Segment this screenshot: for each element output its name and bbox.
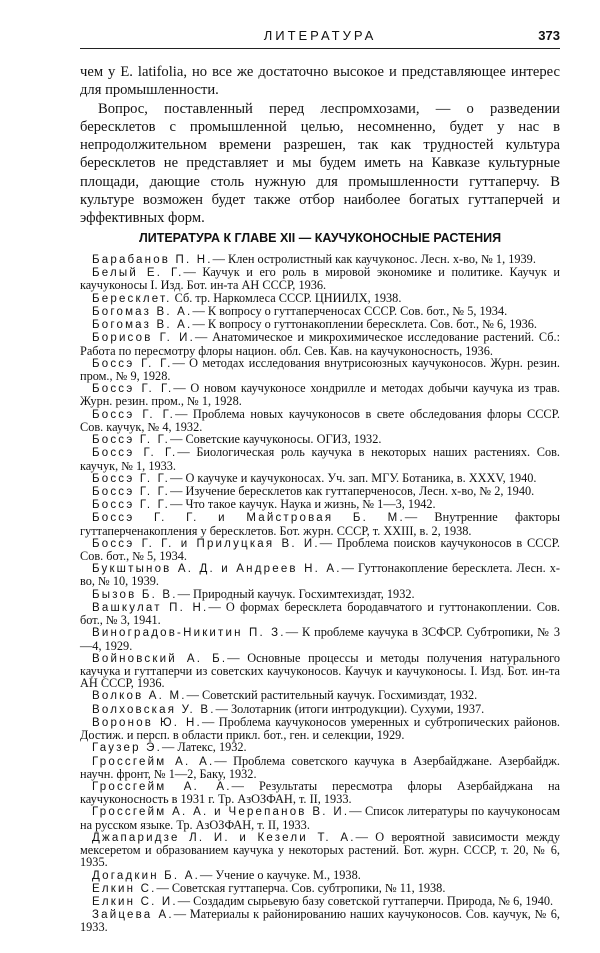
reference-author: Виноградов-Никитин П. З.: [92, 627, 286, 640]
reference-author: Барабанов П. Н.: [92, 254, 213, 266]
reference-author: Бызов Б. В.: [92, 588, 178, 601]
reference-text: — О формах бересклета бородавчатого и гуттонакоплении. Сов. бот., № 3, 1941.: [80, 599, 560, 628]
reference-text: — Природный каучук. Госхимтехиздат, 1932.: [177, 586, 415, 601]
reference-text: — О вероятной зависимости между мексеретом и образованием каучука у некоторых растений. Бот. журн. СССР, т. 20, № 6, 1935.: [80, 829, 560, 870]
reference-author: Елкин С.: [92, 882, 157, 895]
reference-author: Боссэ Г. Г.: [92, 499, 171, 512]
reference-text: — Материалы к районированию наших каучуконосов. Сов. каучук, № 6, 1933.: [80, 907, 560, 935]
reference-entry: [80, 562, 560, 587]
reference-author: Гроссгейм А. А.: [92, 780, 232, 793]
reference-author: Вашкулат П. Н.: [92, 601, 209, 614]
section-title: ЛИТЕРАТУРА К ГЛАВЕ XII — КАУЧУКОНОСНЫЕ РАСТЕНИЯ: [138, 231, 502, 245]
reference-entry: [80, 908, 560, 933]
reference-text: — Учение о каучуке. М., 1938.: [199, 867, 361, 882]
reference-text: — Проблема новых каучуконосов в свете обследования флоры СССР. Сов. каучук, № 4, 1932.: [80, 406, 560, 434]
reference-text: — К вопросу о гуттаперченосах СССР. Сов. бот., № 5, 1934.: [192, 303, 508, 318]
reference-entry: [80, 626, 560, 651]
reference-author: Джапаридзе Л. И. и Кезели Т. А.: [92, 831, 356, 844]
reference-text: — Золотарник (итоги интродукции). Сухуми, 1937.: [215, 701, 485, 716]
reference-text: — Список литературы по каучуконосам на русском языке. Тр. АзОЗФАН, т. II, 1933.: [80, 804, 560, 832]
reference-author: Зайцева А.: [92, 909, 174, 922]
reference-text: — О новом каучуконосе хондрилле и методах добычи каучука из трав. Журн. резин. пром., № 1, 1928.: [80, 381, 560, 409]
reference-list: [80, 253, 560, 934]
reference-author: Боссэ Г. Г.: [92, 434, 171, 447]
reference-author: Боссэ Г. Г.: [92, 408, 176, 421]
paragraph: чем у E. latifolia, но все же достаточно высокое и представляющее интерес для промышленности.: [80, 64, 560, 99]
reference-text: — Советские каучуконосы. ОГИЗ, 1932.: [170, 432, 382, 447]
reference-author: Боссэ Г. Г.: [92, 472, 171, 485]
reference-entry: [80, 805, 560, 830]
reference-text: — Советский растительный каучук. Госхимиздат, 1932.: [186, 688, 478, 703]
reference-author: Волков А. М.: [92, 690, 187, 703]
reference-text: — Советская гуттаперча. Сов. субтропики, № 11, 1938.: [156, 880, 446, 895]
reference-entry: [80, 446, 560, 471]
reference-text: — Внутренние факторы гуттаперченакопления у бересклетов. Бот. журн. СССР, т. XXIII, в. 2, 1938.: [80, 510, 560, 538]
reference-author: Елкин С. И.: [92, 895, 178, 908]
reference-author: Боссэ Г. Г.: [92, 357, 173, 370]
body-text: [80, 63, 560, 228]
reference-entry: [80, 408, 560, 433]
reference-entry: [80, 357, 560, 382]
reference-text: — Гуттонакопление бересклета. Лесн. х-во, № 10, 1939.: [80, 561, 561, 589]
reference-text: — О методах исследования внутрисоюзных каучуконосов. Журн. резин. пром., № 9, 1928.: [80, 355, 560, 383]
reference-author: Гаузер Э.: [92, 742, 162, 755]
reference-text: — Основные процессы и методы получения натурального каучука и гуттаперчи из советских каучуконосов. Каучук и каучуконосы. I. Изд. Бот. ин-та АН СССР, 1936.: [80, 650, 560, 691]
reference-text: Сб. тр. Наркомлеса СССР. ЦНИИЛХ, 1938.: [171, 290, 402, 305]
reference-text: — Что такое каучук. Наука и жизнь, № 1—3, 1942.: [170, 497, 436, 512]
reference-entry: [80, 331, 560, 356]
reference-author: Боссэ Г. Г.: [92, 447, 178, 460]
page-number: 373: [538, 28, 560, 43]
reference-author: Гроссгейм А. А.: [92, 755, 215, 768]
reference-text: — Латекс, 1932.: [162, 740, 247, 755]
reference-author: Войновский А. Б.: [92, 652, 228, 665]
reference-entry: [80, 266, 560, 291]
reference-author: Богомаз В. А.: [92, 319, 193, 332]
reference-author: Боссэ Г. Г. и Прилуцкая В. И.: [92, 537, 320, 550]
reference-text: — О каучуке и каучуконосах. Уч. зап. МГУ. Ботаника, в. XXXV, 1940.: [170, 470, 537, 485]
reference-author: Богомаз В. А.: [92, 305, 193, 318]
reference-entry: [80, 780, 560, 805]
reference-text: — Анатомическое и микрохимическое исследование растений. Сб.: Работа по пересмотру флоры национ. обл. Сев. Кав. на каучуконосность, 1936.: [80, 330, 560, 358]
reference-entry: [80, 511, 560, 536]
reference-author: Боссэ Г. Г.: [92, 485, 171, 498]
reference-text: — Каучук и его роль в мировой экономике и политике. Каучук и каучуконосы I. Изд. Бот. ин-та АН СССР, 1936.: [80, 265, 560, 293]
reference-entry: [80, 537, 560, 562]
reference-text: — Проблема советского каучука в Азербайджане. Азербайдж. научн. фронт, № 1—2, Баку, 1932.: [80, 753, 560, 781]
reference-author: Белый Е. Г.: [92, 267, 184, 280]
reference-author: Гроссгейм А. А. и Черепанов В. И.: [92, 806, 350, 819]
reference-author: Волховская У. В.: [92, 703, 216, 716]
reference-entry: [80, 755, 560, 780]
reference-author: Воронов Ю. Н.: [92, 716, 202, 729]
reference-text: — К вопросу о гуттонакоплении бересклета. Сов. бот., № 6, 1936.: [192, 317, 537, 332]
running-title: ЛИТЕРАТУРА: [263, 28, 377, 43]
reference-text: — Создадим сырьевую базу советской гуттаперчи. Природа, № 6, 1940.: [177, 893, 554, 908]
reference-text: — К проблеме каучука в ЗСФСР. Субтропики, № 3—4, 1929.: [80, 625, 561, 653]
reference-text: — Проблема каучуконосов умеренных и субтропических районов. Достиж. и персп. в области прикл. бот., ген. и селекции, 1929.: [80, 714, 560, 743]
paragraph: Вопрос, поставленный перед леспромхозами, — о разведении бересклетов с промышленной целью, несомненно, будет у нас в непродолжительном времени разрешен, так как трудностей культура бересклетов не представляет и мы будем иметь на Кавказе культурные площади, дающие столь нужную для промышленности гуттаперчу. В культуре возможен будет также отбор наиболее богатых гуттаперчей и эффективных форм.: [80, 100, 560, 227]
reference-text: — Клен остролистный как каучуконос. Лесн. х-во, № 1, 1939.: [212, 252, 536, 266]
reference-entry: [80, 601, 560, 626]
reference-author: Букштынов А. Д. и Андреев Н. А.: [92, 563, 342, 576]
reference-author: Борисов Г. И.: [92, 332, 196, 345]
reference-author: Догадкин Б. А.: [92, 869, 200, 882]
running-header: [80, 28, 560, 49]
reference-text: — Биологическая роль каучука в некоторых наших растениях. Сов. каучук, № 1, 1933.: [80, 445, 560, 473]
reference-text: — Изучение бересклетов как гуттаперченосов, Лесн. х-во, № 2, 1940.: [170, 483, 535, 498]
reference-entry: [80, 831, 560, 869]
reference-entry: [80, 382, 560, 407]
reference-text: — Результаты пересмотра флоры Азербайджана на каучуконосность в 1931 г. Тр. АзОЗФАН, т. II, 1933.: [80, 778, 560, 807]
reference-author: Боссэ Г. Г.: [92, 383, 174, 396]
reference-entry: [80, 652, 560, 690]
reference-author: Боссэ Г. Г. и Майстровая Б. М.: [92, 512, 405, 525]
reference-author: Бересклет.: [92, 292, 172, 305]
reference-text: — Проблема поисков каучуконосов в СССР. Сов. бот., № 5, 1934.: [80, 535, 560, 564]
reference-entry: [80, 716, 560, 741]
